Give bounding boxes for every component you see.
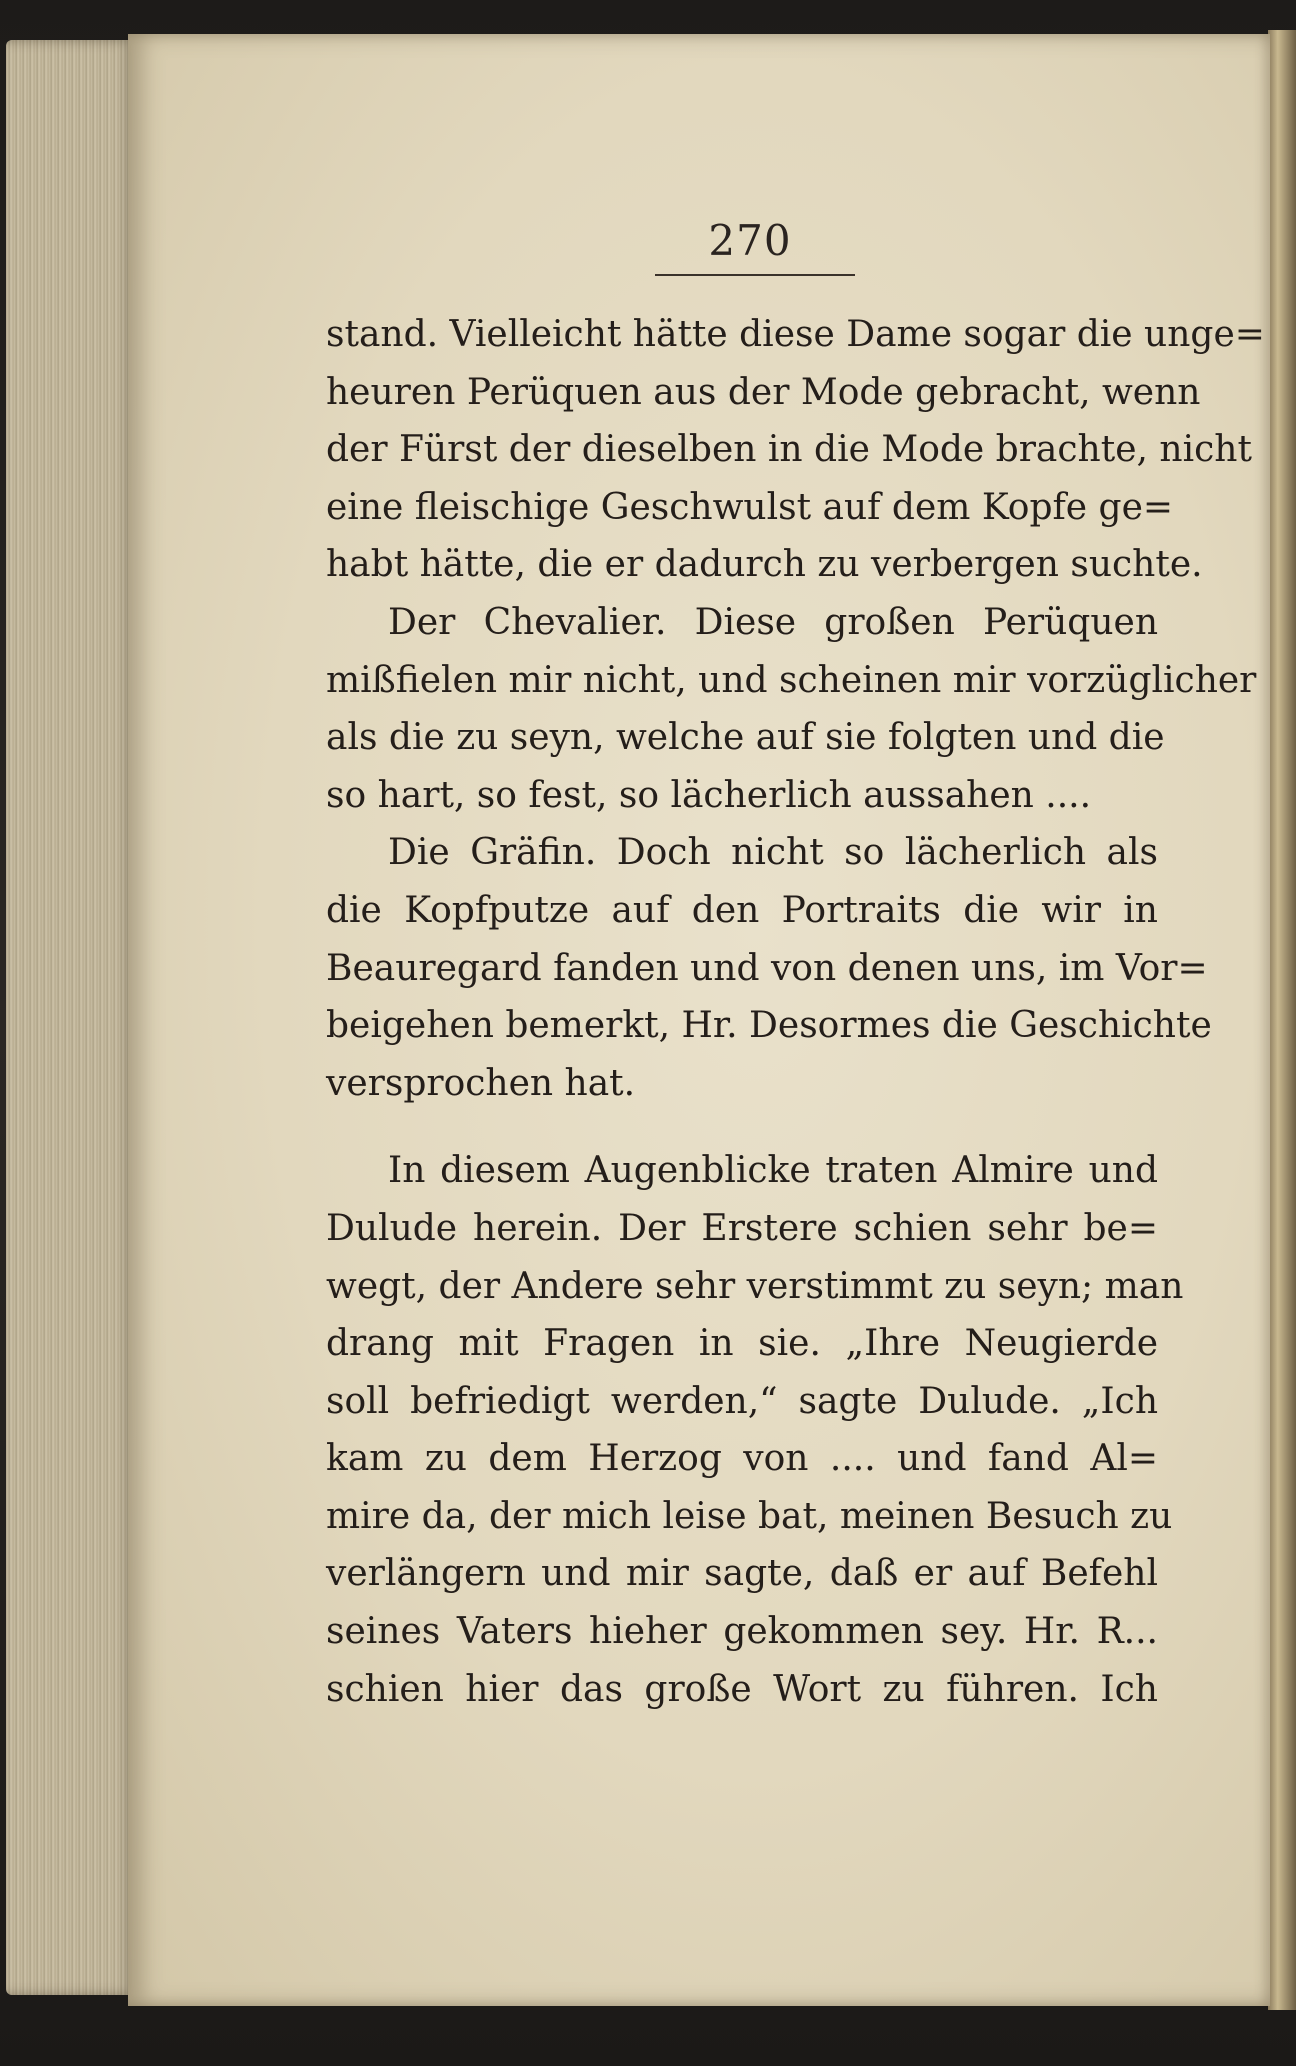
text-line: kam zu dem Herzog von .... und fand Al=: [326, 1438, 1158, 1480]
page-number: 270: [708, 216, 792, 265]
text-line: Der Chevalier. Diese großen Perüquen: [388, 601, 1158, 643]
text-line: habt hätte, die er dadurch zu verbergen suchte.: [326, 544, 1203, 586]
text-line: verlängern und mir sagte, daß er auf Befehl: [326, 1553, 1158, 1595]
text-line: soll befriedigt werden,“ sagte Dulude. „Ich: [326, 1380, 1158, 1422]
text-line: die Kopfputze auf den Portraits die wir in: [326, 889, 1158, 931]
text-line: beigehen bemerkt, Hr. Desormes die Geschichte: [326, 1005, 1212, 1047]
text-line: versprochen hat.: [326, 1062, 636, 1104]
text-line: seines Vaters hieher gekommen sey. Hr. R...: [326, 1611, 1158, 1653]
text-line: mißfielen mir nicht, und scheinen mir vorzüglicher: [326, 659, 1257, 701]
body-text: [326, 306, 1265, 1718]
text-line: Die Gräfin. Doch nicht so lächerlich als: [388, 832, 1158, 874]
text-line: der Fürst der dieselben in die Mode brachte, nicht: [326, 429, 1252, 471]
text-line: so hart, so fest, so lächerlich aussahen ....: [326, 774, 1092, 816]
text-line: wegt, der Andere sehr verstimmt zu seyn; man: [326, 1265, 1184, 1307]
page-stack-edge: [6, 40, 136, 1995]
text-line: mire da, der mich leise bat, meinen Besuch zu: [326, 1495, 1173, 1537]
text-line: In diesem Augenblicke traten Almire und: [388, 1150, 1158, 1192]
header-rule: [655, 274, 855, 276]
text-line: schien hier das große Wort zu führen. Ich: [326, 1668, 1158, 1710]
text-line: Beauregard fanden und von denen uns, im Vor=: [326, 947, 1208, 989]
book-cover-edge: [1268, 30, 1296, 2010]
text-line: heuren Perüquen aus der Mode gebracht, wenn: [326, 371, 1201, 413]
text-line: stand. Vielleicht hätte diese Dame sogar die unge=: [326, 314, 1265, 355]
text-line: drang mit Fragen in sie. „Ihre Neugierde: [326, 1323, 1158, 1365]
text-line: als die zu seyn, welche auf sie folgten und die: [326, 717, 1165, 759]
text-line: Dulude herein. Der Erstere schien sehr be=: [326, 1207, 1158, 1249]
text-line: eine fleischige Geschwulst auf dem Kopfe ge=: [326, 486, 1174, 528]
